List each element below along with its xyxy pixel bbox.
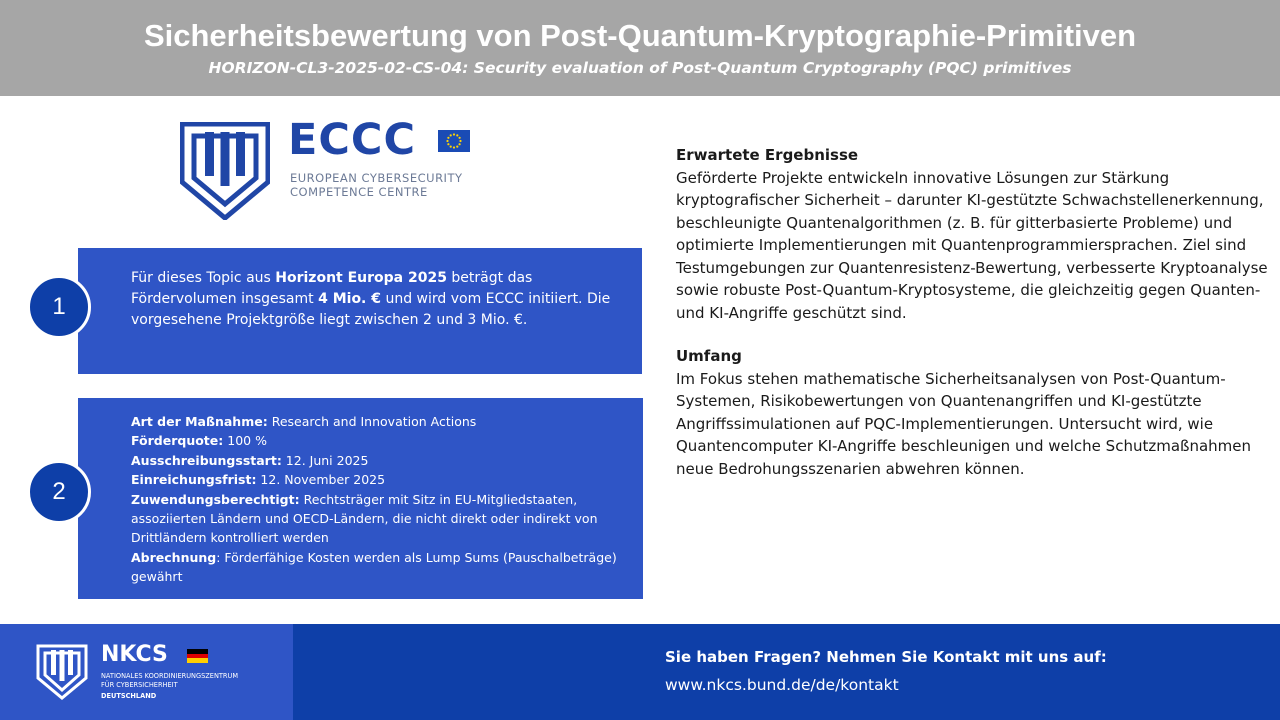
detail-row xyxy=(131,548,636,587)
detail-label: Einreichungsfrist: xyxy=(131,472,257,488)
footer xyxy=(0,624,1280,720)
detail-label: Förderquote: xyxy=(131,433,224,449)
details-list xyxy=(131,412,636,587)
info-box-funding xyxy=(78,248,642,374)
detail-row xyxy=(131,451,636,470)
detail-value: : Förderfähige Kosten werden als Lump Sums (Pauschalbeträge) gewährt xyxy=(131,549,617,585)
scope-section xyxy=(676,345,1271,480)
detail-label: Zuwendungsberechtigt: xyxy=(131,491,300,507)
detail-row xyxy=(131,431,636,450)
nkcs-subtitle xyxy=(101,672,238,689)
nkcs-subtitle-line2: FÜR CYBERSICHERHEIT xyxy=(101,680,178,689)
detail-row xyxy=(131,470,636,489)
funding-amount: 4 Mio. € xyxy=(318,291,381,307)
nkcs-country: DEUTSCHLAND xyxy=(101,692,157,700)
eccc-subtitle-line2: COMPETENCE CENTRE xyxy=(290,185,428,199)
detail-label: Art der Maßnahme: xyxy=(131,414,268,429)
eccc-wordmark: ECCC xyxy=(288,115,417,165)
eccc-logo xyxy=(180,115,480,222)
detail-value: 12. Juni 2025 xyxy=(281,452,369,468)
page-title: Sicherheitsbewertung von Post-Quantum-Kryptographie-Primitiven xyxy=(143,18,1137,53)
contact-link[interactable]: www.nkcs.bund.de/de/kontakt xyxy=(665,676,899,694)
expected-results-section xyxy=(676,144,1271,324)
eccc-subtitle-line1: EUROPEAN CYBERSECURITY xyxy=(290,171,463,185)
detail-value: 12. November 2025 xyxy=(256,472,386,488)
page-subtitle: HORIZON-CL3-2025-02-CS-04: Security evaluation of Post-Quantum Cryptography (PQC) primitives xyxy=(208,59,1072,77)
detail-label: Ausschreibungsstart: xyxy=(131,452,282,468)
contact-question: Sie haben Fragen? Nehmen Sie Kontakt mit uns auf: xyxy=(665,648,1107,666)
step-number-2: 2 xyxy=(27,460,91,524)
detail-row xyxy=(131,412,636,431)
eccc-shield-icon xyxy=(180,122,270,220)
nkcs-shield-icon xyxy=(36,644,88,700)
expected-results-body: Geförderte Projekte entwickeln innovative Lösungen zur Stärkung kryptografischer Sicherheit – darunter KI-gestützte Schwachstellenerkennung, beschleunigte Quantenalgorithmen (z. B. für gitterbasierte Probleme) und optimierte Implementierungen mit Quantenprogrammiersprachen. Ziel sind Testumgebungen zur Quantenresistenz-Bewertung, verbesserte Kryptoanalyse sowie robuste Post-Quantum-Kryptosysteme, die gleichzeitig gegen Quanten- und KI-Angriffe geschützt sind. xyxy=(676,168,1268,322)
expected-results-heading: Erwartete Ergebnisse xyxy=(676,146,859,164)
nkcs-wordmark: NKCS xyxy=(101,642,168,667)
detail-value: Rechtsträger mit Sitz in EU-Mitgliedstaaten, assoziierten Ländern und OECD-Ländern, die nicht direkt oder indirekt von Drittländern kontrolliert werden xyxy=(131,491,598,546)
funding-program: Horizont Europa 2025 xyxy=(275,270,447,286)
nkcs-subtitle-line1: NATIONALES KOORDINIERUNGSZENTRUM xyxy=(101,672,239,680)
detail-row xyxy=(131,490,636,548)
nkcs-logo xyxy=(0,624,293,720)
detail-value: Research and Innovation Actions xyxy=(267,414,477,429)
scope-heading: Umfang xyxy=(676,347,742,365)
detail-label: Abrechnung xyxy=(131,549,217,565)
funding-text-part: Für dieses Topic aus xyxy=(131,270,276,286)
funding-text-part: und wird vom ECCC initiiert. Die vorgesehene Projektgröße liegt zwischen 2 und 3 Mio. €. xyxy=(131,291,611,328)
funding-text-part: beträgt das Fördervolumen insgesamt xyxy=(131,270,533,307)
german-flag-icon xyxy=(187,649,208,663)
funding-text xyxy=(131,268,631,331)
eu-flag-icon xyxy=(438,130,470,152)
header-banner xyxy=(0,0,1280,96)
eccc-logo-subtitle xyxy=(290,171,463,199)
step-number-1: 1 xyxy=(27,275,91,339)
scope-body: Im Fokus stehen mathematische Sicherheitsanalysen von Post-Quantum-Systemen, Risikobewertungen von Quantenangriffen und KI-gestützte Angriffssimulationen auf PQC-Implementierungen. Untersucht wird, wie Quantencomputer KI-Angriffe beschleunigen und welche Schutzmaßnahmen neue Bedrohungsszenarien abwehren können. xyxy=(676,369,1252,478)
detail-value: 100 % xyxy=(223,433,267,449)
info-box-details xyxy=(78,398,643,599)
